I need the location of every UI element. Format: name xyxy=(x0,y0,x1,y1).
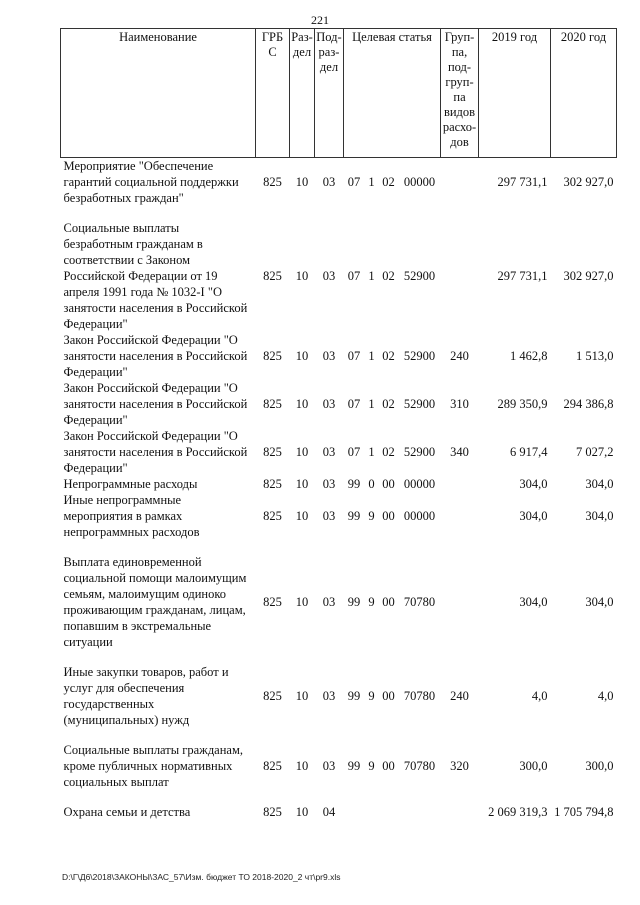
row-target-program: 07 xyxy=(347,175,361,189)
row-amount-2019: 297 731,1 xyxy=(497,175,548,189)
file-path-footer: D:\Г\Д6\2018\ЗАКОНЫ\ЗАС_57\Изм. бюджет ТО 2018-2020_2 чт\pr9.xls xyxy=(62,872,341,882)
row-name: Выплата единовременной социальной помощи малоимущим семьям, малоимущим одиноко проживающим гражданам, лицам, попавшим в экстремальные ситуации xyxy=(63,555,247,649)
row-target-event: 00 xyxy=(382,477,395,491)
row-amount-2020: 302 927,0 xyxy=(563,175,614,189)
header-target: Целевая статья xyxy=(344,29,441,158)
row-name: Мероприятие "Обеспечение гарантий социальной поддержки безработных граждан" xyxy=(63,159,239,205)
row-expense-group xyxy=(441,476,479,492)
table-row xyxy=(61,428,617,476)
row-grbs: 825 xyxy=(263,689,282,703)
row-razdel: 10 xyxy=(295,509,309,523)
row-grbs: 825 xyxy=(263,805,282,819)
row-razdel: 10 xyxy=(295,175,309,189)
row-name: Охрана семьи и детства xyxy=(63,805,191,819)
row-podrazdel: 04 xyxy=(322,805,336,819)
row-razdel: 10 xyxy=(295,397,309,411)
row-target-subprogram: 0 xyxy=(368,477,375,491)
row-grbs: 825 xyxy=(263,397,282,411)
row-grbs: 825 xyxy=(263,759,282,773)
row-name: Закон Российской Федерации "О занятости населения в Российской Федерации" xyxy=(63,429,248,475)
row-target-program: 99 xyxy=(347,477,361,491)
row-amount-2020: 7 027,2 xyxy=(576,445,614,459)
row-name: Социальные выплаты безработным гражданам в соответствии с Законом Российской Федерации от 19 апреля 1991 года № 1032-I "О занятости населения в Российской Федерации" xyxy=(63,221,248,331)
row-expense-group: 240 xyxy=(450,349,469,363)
row-target-direction: 70780 xyxy=(403,595,436,609)
row-podrazdel: 03 xyxy=(322,477,336,491)
row-grbs: 825 xyxy=(263,477,282,491)
row-target-direction: 70780 xyxy=(403,759,436,773)
row-podrazdel: 03 xyxy=(322,175,336,189)
row-amount-2020: 304,0 xyxy=(585,595,614,609)
row-target-direction xyxy=(399,804,441,820)
row-target-subprogram: 1 xyxy=(368,397,375,411)
row-name: Иные непрограммные мероприятия в рамках непрограммных расходов xyxy=(63,493,200,539)
header-2019: 2019 год xyxy=(479,29,551,158)
row-expense-group xyxy=(441,220,479,332)
row-target-subprogram: 9 xyxy=(368,509,375,523)
row-razdel: 10 xyxy=(295,805,309,819)
row-amount-2019: 297 731,1 xyxy=(497,269,548,283)
row-podrazdel: 03 xyxy=(322,445,336,459)
page-number: 221 xyxy=(311,13,329,27)
header-grbs: ГРБ С xyxy=(256,29,290,158)
row-target-program: 99 xyxy=(347,509,361,523)
table-row xyxy=(61,380,617,428)
row-target-program xyxy=(344,804,365,820)
row-target-event: 00 xyxy=(382,509,395,523)
row-amount-2019: 289 350,9 xyxy=(497,397,548,411)
row-target-event: 02 xyxy=(382,269,395,283)
row-amount-2020: 300,0 xyxy=(585,759,614,773)
row-amount-2019: 4,0 xyxy=(531,689,548,703)
row-razdel: 10 xyxy=(295,445,309,459)
row-amount-2019: 300,0 xyxy=(519,759,548,773)
table-row xyxy=(61,332,617,380)
row-amount-2019: 2 069 319,3 xyxy=(488,805,548,819)
row-grbs: 825 xyxy=(263,269,282,283)
row-target-subprogram: 1 xyxy=(368,349,375,363)
row-target-subprogram: 9 xyxy=(368,759,375,773)
row-razdel: 10 xyxy=(295,349,309,363)
header-name: Наименование xyxy=(61,29,256,158)
row-expense-group: 340 xyxy=(450,445,469,459)
row-razdel: 10 xyxy=(295,595,309,609)
row-name: Непрограммные расходы xyxy=(63,477,198,491)
table-row xyxy=(61,554,617,650)
row-target-direction: 52900 xyxy=(403,269,436,283)
row-target-direction: 52900 xyxy=(403,445,436,459)
row-grbs: 825 xyxy=(263,509,282,523)
row-target-event: 02 xyxy=(382,445,395,459)
table-row xyxy=(61,742,617,790)
row-target-event: 02 xyxy=(382,175,395,189)
table-row xyxy=(61,476,617,492)
row-amount-2020: 1 513,0 xyxy=(576,349,614,363)
row-amount-2019: 6 917,4 xyxy=(510,445,548,459)
row-amount-2019: 304,0 xyxy=(519,477,548,491)
table-row xyxy=(61,664,617,728)
row-expense-group: 240 xyxy=(450,689,469,703)
row-amount-2019: 304,0 xyxy=(519,595,548,609)
row-target-event: 00 xyxy=(382,595,395,609)
row-target-program: 99 xyxy=(347,595,361,609)
row-name: Закон Российской Федерации "О занятости населения в Российской Федерации" xyxy=(63,381,248,427)
row-target-subprogram xyxy=(365,804,379,820)
row-name: Социальные выплаты гражданам, кроме публичных нормативных социальных выплат xyxy=(63,743,244,789)
row-target-event: 02 xyxy=(382,349,395,363)
row-grbs: 825 xyxy=(263,595,282,609)
row-target-event: 02 xyxy=(382,397,395,411)
row-amount-2020: 304,0 xyxy=(585,477,614,491)
header-2020: 2020 год xyxy=(551,29,617,158)
row-amount-2019: 1 462,8 xyxy=(510,349,548,363)
row-name: Закон Российской Федерации "О занятости населения в Российской Федерации" xyxy=(63,333,248,379)
table-header-row xyxy=(61,29,617,158)
row-amount-2020: 294 386,8 xyxy=(563,397,614,411)
row-razdel: 10 xyxy=(295,269,309,283)
row-target-program: 99 xyxy=(347,759,361,773)
row-target-event xyxy=(379,804,399,820)
row-expense-group xyxy=(441,554,479,650)
row-grbs: 825 xyxy=(263,175,282,189)
row-expense-group xyxy=(441,804,479,820)
row-podrazdel: 03 xyxy=(322,759,336,773)
row-amount-2019: 304,0 xyxy=(519,509,548,523)
row-podrazdel: 03 xyxy=(322,595,336,609)
header-razdel: Раз-дел xyxy=(290,29,315,158)
row-target-event: 00 xyxy=(382,759,395,773)
table-row xyxy=(61,804,617,820)
row-expense-group xyxy=(441,492,479,540)
row-target-program: 07 xyxy=(347,349,361,363)
row-amount-2020: 302 927,0 xyxy=(563,269,614,283)
header-podrazdel: Под-раз-дел xyxy=(315,29,344,158)
row-podrazdel: 03 xyxy=(322,509,336,523)
row-target-event: 00 xyxy=(382,689,395,703)
row-target-direction: 00000 xyxy=(403,509,436,523)
row-target-subprogram: 9 xyxy=(368,689,375,703)
row-target-program: 07 xyxy=(347,445,361,459)
table-row xyxy=(61,220,617,332)
row-target-subprogram: 9 xyxy=(368,595,375,609)
row-podrazdel: 03 xyxy=(322,397,336,411)
row-target-direction: 00000 xyxy=(403,175,436,189)
row-target-subprogram: 1 xyxy=(368,445,375,459)
row-expense-group: 320 xyxy=(450,759,469,773)
row-target-direction: 52900 xyxy=(403,349,436,363)
row-razdel: 10 xyxy=(295,477,309,491)
row-grbs: 825 xyxy=(263,349,282,363)
row-razdel: 10 xyxy=(295,759,309,773)
row-podrazdel: 03 xyxy=(322,269,336,283)
table-row xyxy=(61,492,617,540)
row-amount-2020: 4,0 xyxy=(597,689,614,703)
table-row xyxy=(61,158,617,207)
row-target-direction: 00000 xyxy=(403,477,436,491)
row-grbs: 825 xyxy=(263,445,282,459)
row-expense-group: 310 xyxy=(450,397,469,411)
row-target-subprogram: 1 xyxy=(368,175,375,189)
row-target-direction: 70780 xyxy=(403,689,436,703)
row-amount-2020: 1 705 794,8 xyxy=(554,805,614,819)
header-group: Груп-па, под-груп-па видов расхо-дов xyxy=(441,29,479,158)
row-amount-2020: 304,0 xyxy=(585,509,614,523)
row-target-subprogram: 1 xyxy=(368,269,375,283)
row-name: Иные закупки товаров, работ и услуг для обеспечения государственных (муниципальных) нужд xyxy=(63,665,229,727)
row-razdel: 10 xyxy=(295,689,309,703)
row-expense-group xyxy=(441,158,479,207)
row-target-program: 07 xyxy=(347,269,361,283)
row-target-direction: 52900 xyxy=(403,397,436,411)
budget-table xyxy=(60,28,617,820)
row-target-program: 99 xyxy=(347,689,361,703)
row-podrazdel: 03 xyxy=(322,689,336,703)
row-target-program: 07 xyxy=(347,397,361,411)
row-podrazdel: 03 xyxy=(322,349,336,363)
